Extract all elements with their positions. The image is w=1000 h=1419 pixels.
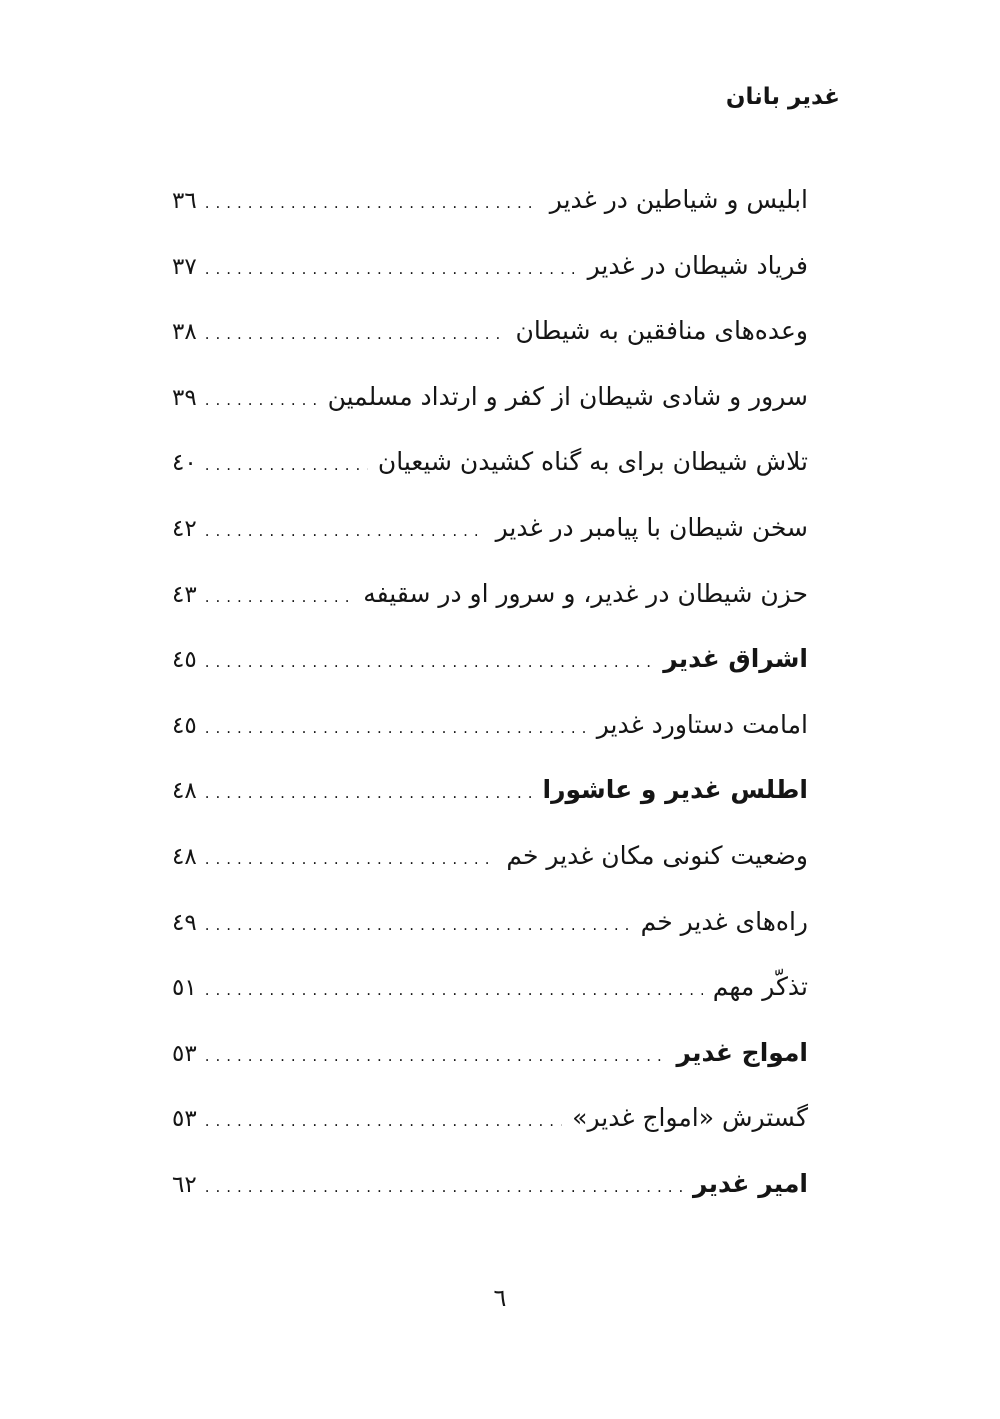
toc-entry-title: امیر غدیر [693,1168,808,1198]
toc-entry-title: اشراق غدیر [663,644,808,674]
toc-entry [172,429,808,495]
toc-entry [172,561,808,627]
toc-entry [172,1151,808,1217]
dot-leader [205,827,497,893]
dot-leader [205,565,354,631]
dot-leader [205,1024,667,1090]
toc-page-number: ٤٠ [172,450,197,477]
toc-entry [172,626,808,692]
toc-entry [172,954,808,1020]
toc-entry-title: گسترش «امواج غدیر» [572,1103,808,1133]
toc-entry-title: اطلس غدیر و عاشورا [542,775,808,805]
toc-entry-title: راه‌های غدیر خم [640,906,808,936]
toc-page-number: ٣٧ [172,253,197,280]
toc-entry-title: امواج غدیر [676,1037,808,1067]
toc-entry [172,757,808,823]
dot-leader [205,958,703,1024]
toc-page-number: ٣٦ [172,188,197,214]
toc-page-number: ٦٢ [172,1171,197,1198]
dot-leader [205,893,631,959]
toc-entry-title: ابلیس و شیاطین در غدیر [549,185,808,214]
page-number: ٦ [493,1284,507,1312]
running-header-title: غدیر بانان [725,84,840,110]
dot-leader [205,171,540,237]
toc-entry-title: فریاد شیطان در غدیر [587,250,808,280]
toc-entry [172,1020,808,1086]
toc-entry [172,1085,808,1151]
toc-entry-title: تلاش شیطان برای به گناه کشیدن شیعیان [377,447,808,477]
toc-page-number: ٣٨ [172,319,197,346]
dot-leader [205,368,318,434]
toc-page-number: ٤٩ [172,909,197,936]
toc-entry-title: حزن شیطان در غدیر، و سرور او در سقیفه [363,578,808,608]
toc-page-number: ٥٣ [172,1040,197,1067]
toc-entry-title: امامت دستاورد غدیر [596,709,808,739]
toc-page-number: ٤٥ [172,712,197,739]
toc-entry [172,298,808,364]
toc-entry [172,167,808,233]
toc-entry [172,889,808,955]
dot-leader [205,237,578,303]
table-of-contents [172,167,808,1217]
toc-entry [172,364,808,430]
toc-page-number: ٤٨ [172,778,197,805]
toc-page-number: ٤٣ [172,581,197,608]
dot-leader [205,630,653,696]
toc-page-number: ٣٩ [172,384,197,411]
toc-entry-title: سخن شیطان با پیامبر در غدیر [495,512,808,542]
toc-entry [172,495,808,561]
toc-page-number: ٤٥ [172,647,197,674]
toc-page-number: ٤٨ [172,843,197,870]
toc-entry [172,233,808,299]
dot-leader [205,302,506,368]
toc-entry-title: وضعیت کنونی مکان غدیر خم [506,840,808,870]
dot-leader [205,499,486,565]
dot-leader [205,1155,683,1221]
dot-leader [205,696,587,762]
toc-entry-title: وعده‌های منافقین به شیطان [515,316,808,346]
dot-leader [205,1089,562,1155]
toc-entry-title: سرور و شادی شیطان از کفر و ارتداد مسلمین [327,381,808,411]
dot-leader [205,761,533,827]
toc-page-number: ٤٢ [172,515,197,542]
toc-page-number: ٥١ [172,975,197,1002]
toc-entry [172,823,808,889]
toc-entry [172,692,808,758]
toc-entry-title: تذکّر مهم [712,972,808,1002]
toc-page-number: ٥٣ [172,1106,197,1133]
dot-leader [205,433,368,499]
